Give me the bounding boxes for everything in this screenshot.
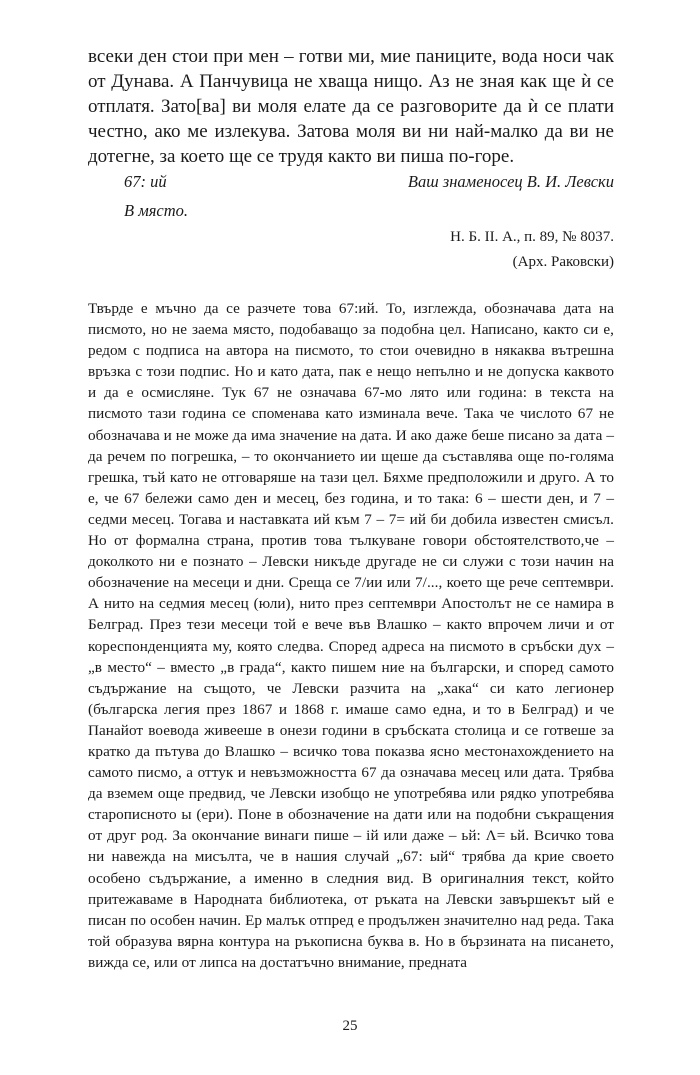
- commentary-text: [88, 298, 614, 973]
- signature: Ваш знаменосец В. И. Левски: [407, 172, 614, 191]
- place-note: В място.: [124, 201, 189, 220]
- signature-row: [88, 172, 614, 192]
- commentary-paragraph: Твърде е мъчно да се разчете това 67:ий. То, изглежда, обозначава дата на писмото, но не заема място, подобаващо за подобна цел. Написано, както си е, редом с подписа на автора на писмото, то стои очевидно в някаква вътрешна връзка с този подпис. Но и като дата, пак е нещо непълно и не допуска каквото и да е осмисляне. Тук 67 не означава 67-мо лято или година: в текста на писмото тази година се споменава като изминала вече. Така че числото 67 не обозначава и не може да има значение на дата. И ако даже беше писано за дата – да речем по погрешка, – то окончанието ии щеше да съставлява още по-голяма грешка, тъй като не отговаряше на тази цел. Бяхме предположили и друго. А то е, че 67 бележи само ден и месец, без година, и то така: 6 – шести ден, и 7 – седми месец. Тогава и наставката ий към 7 – 7= ий би добила известен смисъл. Но от формална страна, против това тълкуване говори обстоятелството,че – доколкото ни е познато – Левски никъде другаде не си служи с този начин на обозначение на месеци и дни. Среща се 7/ии или 7/..., което ще рече септември. А нито на седмия месец (юли), нито през септември Апостолът не се намира в Белград. През тези месеци той е вече във Влашко – както впрочем личи и от кореспонденцията му, която следва. Според адреса на писмото в сръбски дух – „в место“ – вместо „в града“, както пишем ние на български, и според самото съдържание на същото, че Левски разчита на „хака“ си като легионер (българска легия през 1867 и 1868 г. имаше само една, и то в Белград) и че Панайот воевода живееше в онези години в сръбската столица и се готвеше за кратко да пътува до Влашко – всичко това показва ясно местонахождението на самото писмо, а оттук и невъзможността 67 да означава месец или дата. Трябва да вземем още предвид, че Левски изобщо не употребява или рядко употребява старописното ы (ери). Поне в обозначение на дати или на подобни съкращения от друг род. За окончание винаги пише – ій или даже – ьй: Λ= ьй. Всичко това ни навежда на мисълта, че в нашия случай „67: ый“ трябва да крие своето особено съдържание, а именно в следния вид. В оригиналния текст, който притежаваме в Народната библиотека, от ръката на Левски завършекът ый е писан по особен начин. Ер малък отпред е продължен значително над реда. Така той образува вярна контура на ръкописна буква в. Но в бързината на писането, вижда се, или от липса на достатъчно внимание, предната: [88, 300, 614, 971]
- date-mark: 67: ий: [124, 172, 167, 191]
- collection-reference: (Арх. Раковски): [512, 254, 614, 270]
- archive-reference: Н. Б. II. А., п. 89, № 8037.: [450, 229, 614, 245]
- letter-paragraph: всеки ден стои при мен – готви ми, мие паниците, вода носи чак от Дунава. А Панчувица не хваща нищо. Аз не зная как ще ѝ се отплатя. Зато[ва] ви моля елате да се разговорите да ѝ се плати честно, ако ме излекува. Затова моля ви ни най-малко да ви не дотегне, за което ще се трудя както ви пиша по-горе.: [88, 46, 614, 167]
- page-number: 25: [342, 1018, 358, 1034]
- letter-text: [88, 44, 614, 169]
